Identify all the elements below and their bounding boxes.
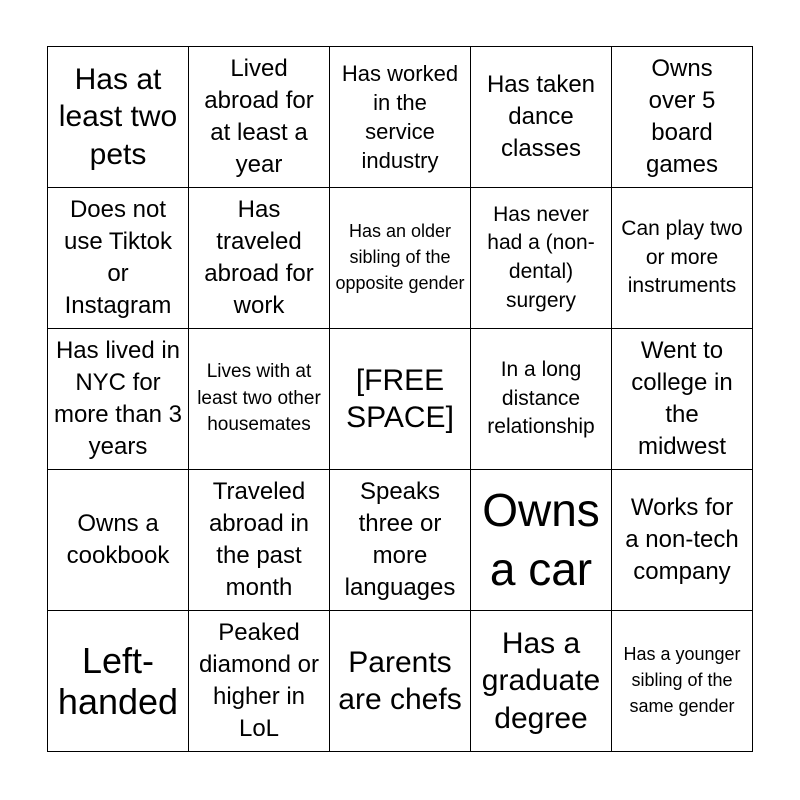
bingo-cell-r5c5[interactable] — [612, 611, 753, 752]
cell-label: Has a younger sibling of the same gender — [623, 644, 741, 716]
bingo-cell-r5c4[interactable] — [471, 611, 612, 752]
bingo-card — [47, 46, 753, 752]
bingo-cell-r3c2[interactable] — [189, 329, 330, 470]
cell-label: Has a graduate degree — [481, 626, 601, 735]
cell-label: Owns over 5 board games — [645, 55, 719, 178]
bingo-cell-r1c3[interactable] — [330, 47, 471, 188]
cell-label: Lives with at least two other housemates — [197, 360, 321, 436]
bingo-cell-r1c2[interactable] — [189, 47, 330, 188]
cell-label: In a long distance relationship — [487, 358, 595, 439]
cell-label: Has an older sibling of the opposite gender — [335, 221, 465, 293]
cell-label: Owns a car — [482, 484, 600, 595]
cell-label: Speaks three or more languages — [344, 478, 456, 601]
cell-label: Lived abroad for at least a year — [204, 55, 314, 178]
cell-label: Has at least two pets — [58, 62, 178, 171]
cell-label: Has lived in NYC for more than 3 years — [53, 337, 183, 460]
bingo-cell-r4c5[interactable] — [612, 470, 753, 611]
cell-label: Traveled abroad in the past month — [208, 478, 310, 601]
cell-label: Went to college in the midwest — [631, 337, 733, 460]
bingo-cell-r4c3[interactable] — [330, 470, 471, 611]
bingo-cell-r3c5[interactable] — [612, 329, 753, 470]
bingo-cell-r2c2[interactable] — [189, 188, 330, 329]
cell-label: Has traveled abroad for work — [204, 196, 314, 319]
bingo-cell-r2c3[interactable] — [330, 188, 471, 329]
cell-label: Owns a cookbook — [66, 510, 170, 569]
bingo-cell-r1c4[interactable] — [471, 47, 612, 188]
cell-label: Does not use Tiktok or Instagram — [63, 196, 173, 319]
cell-label: Can play two or more instruments — [621, 217, 743, 298]
cell-label: Works for a non-tech company — [625, 494, 739, 585]
cell-label: Parents are chefs — [338, 645, 462, 716]
bingo-cell-r1c5[interactable] — [612, 47, 753, 188]
bingo-cell-r3c1[interactable] — [48, 329, 189, 470]
cell-label: Has worked in the service industry — [341, 60, 459, 174]
bingo-cell-r4c1[interactable] — [48, 470, 189, 611]
bingo-cell-r3c3[interactable] — [330, 329, 471, 470]
bingo-cell-r4c2[interactable] — [189, 470, 330, 611]
cell-label: Peaked diamond or higher in LoL — [198, 619, 320, 742]
bingo-cell-r2c5[interactable] — [612, 188, 753, 329]
bingo-cell-r3c4[interactable] — [471, 329, 612, 470]
bingo-cell-r1c1[interactable] — [48, 47, 189, 188]
bingo-cell-r5c1[interactable] — [48, 611, 189, 752]
cell-label: Has taken dance classes — [486, 71, 596, 162]
bingo-cell-r5c2[interactable] — [189, 611, 330, 752]
bingo-cell-r4c4[interactable] — [471, 470, 612, 611]
bingo-cell-r5c3[interactable] — [330, 611, 471, 752]
cell-label: Has never had a (non-dental) surgery — [487, 202, 595, 312]
cell-label: Left-handed — [57, 639, 179, 722]
bingo-cell-r2c1[interactable] — [48, 188, 189, 329]
bingo-cell-r2c4[interactable] — [471, 188, 612, 329]
free-space-label: [FREE SPACE] — [346, 363, 454, 434]
